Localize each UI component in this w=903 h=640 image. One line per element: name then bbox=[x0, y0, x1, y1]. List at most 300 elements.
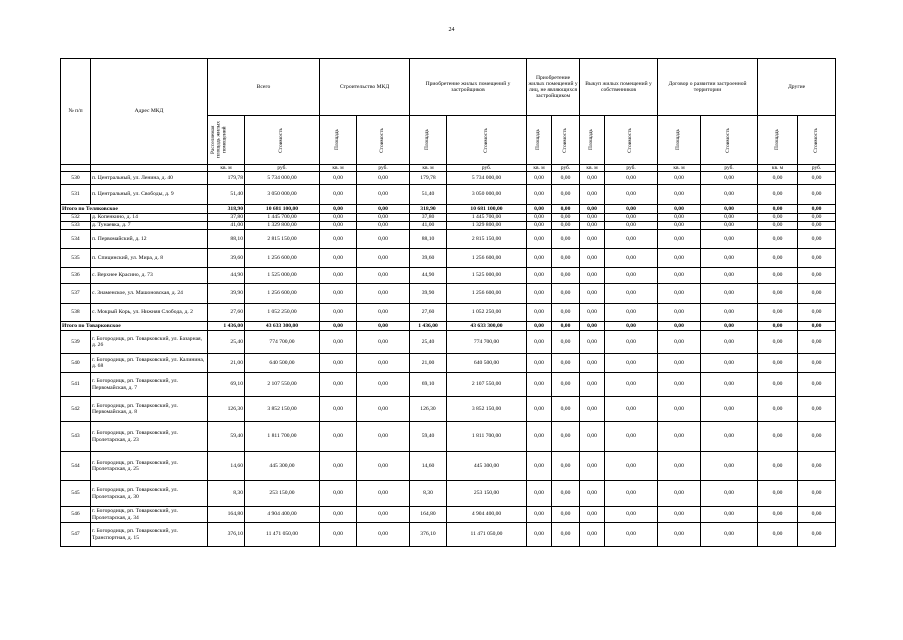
header-sub-cost: Стоимость bbox=[725, 127, 732, 153]
row-address: г. Богородицк, рп. Товарковский, ул. Пролетарская, д. 34 bbox=[91, 507, 208, 523]
cell-cost: 43 633 300,00 bbox=[245, 322, 320, 331]
cell-area: 88,10 bbox=[410, 230, 447, 249]
cell-area: 0,00 bbox=[320, 422, 357, 452]
cell-area: 0,00 bbox=[658, 249, 701, 268]
cell-cost: 0,00 bbox=[357, 322, 410, 331]
row-address: с. Мокрый Корь, ул. Нижняя Слобода, д. 2 bbox=[91, 304, 208, 322]
cell-cost: 0,00 bbox=[357, 481, 410, 507]
row-number: 544 bbox=[61, 452, 91, 481]
cell-area: 0,00 bbox=[527, 507, 552, 523]
cell-cost: 5 734 000,00 bbox=[447, 172, 527, 185]
cell-cost: 0,00 bbox=[701, 322, 758, 331]
table-row bbox=[61, 331, 836, 354]
cell-area: 39,60 bbox=[410, 249, 447, 268]
cell-cost: 0,00 bbox=[701, 249, 758, 268]
cell-area: 0,00 bbox=[758, 185, 798, 205]
cell-area: 0,00 bbox=[527, 214, 552, 222]
cell-cost: 640 500,00 bbox=[245, 354, 320, 373]
cell-area: 0,00 bbox=[527, 230, 552, 249]
cell-cost: 0,00 bbox=[798, 322, 836, 331]
unit-area: кв. м bbox=[410, 165, 447, 172]
cell-cost: 0,00 bbox=[552, 172, 580, 185]
cell-area: 318,90 bbox=[410, 205, 447, 214]
row-number: 545 bbox=[61, 481, 91, 507]
cell-cost: 253 150,00 bbox=[447, 481, 527, 507]
cell-cost: 0,00 bbox=[701, 304, 758, 322]
cell-cost: 0,00 bbox=[552, 452, 580, 481]
header-sub-area: Площадь bbox=[588, 129, 595, 151]
cell-area: 88,10 bbox=[208, 230, 245, 249]
cell-area: 0,00 bbox=[320, 268, 357, 284]
cell-area: 0,00 bbox=[758, 331, 798, 354]
unit-cost: руб. bbox=[701, 165, 758, 172]
cell-area: 39,60 bbox=[208, 249, 245, 268]
cell-cost: 0,00 bbox=[701, 172, 758, 185]
cell-area: 0,00 bbox=[527, 422, 552, 452]
row-number: 547 bbox=[61, 523, 91, 547]
cell-area: 0,00 bbox=[580, 507, 605, 523]
row-address: г. Богородицк, рп. Товарковский, ул. Первомайская, д. 7 bbox=[91, 373, 208, 397]
cell-cost: 0,00 bbox=[552, 331, 580, 354]
cell-area: 8,30 bbox=[208, 481, 245, 507]
unit-area: кв. м bbox=[320, 165, 357, 172]
cell-area: 0,00 bbox=[580, 304, 605, 322]
cell-cost: 0,00 bbox=[605, 354, 658, 373]
header-sub-cost: Стоимость bbox=[627, 127, 634, 153]
cell-cost: 0,00 bbox=[357, 268, 410, 284]
cell-area: 0,00 bbox=[320, 397, 357, 422]
cell-area: 0,00 bbox=[580, 322, 605, 331]
cell-cost: 0,00 bbox=[798, 331, 836, 354]
cell-cost: 1 811 700,00 bbox=[447, 422, 527, 452]
row-address: с. Верхнее Красино, д. 73 bbox=[91, 268, 208, 284]
cell-area: 0,00 bbox=[320, 523, 357, 547]
cell-cost: 10 681 100,00 bbox=[245, 205, 320, 214]
cell-area: 0,00 bbox=[658, 481, 701, 507]
cell-area: 376,10 bbox=[208, 523, 245, 547]
cell-area: 0,00 bbox=[320, 354, 357, 373]
cell-cost: 0,00 bbox=[552, 284, 580, 304]
cell-cost: 0,00 bbox=[798, 284, 836, 304]
cell-cost: 0,00 bbox=[357, 523, 410, 547]
cell-cost: 0,00 bbox=[798, 507, 836, 523]
row-address: с. Знаменское, ул. Машоновская, д. 24 bbox=[91, 284, 208, 304]
cell-cost: 0,00 bbox=[798, 373, 836, 397]
cell-cost: 0,00 bbox=[357, 185, 410, 205]
cell-cost: 445 300,00 bbox=[245, 452, 320, 481]
cell-cost: 0,00 bbox=[552, 185, 580, 205]
cell-cost: 0,00 bbox=[798, 249, 836, 268]
table-row bbox=[61, 268, 836, 284]
cell-cost: 0,00 bbox=[701, 507, 758, 523]
cell-area: 0,00 bbox=[758, 268, 798, 284]
cell-cost: 0,00 bbox=[357, 331, 410, 354]
cell-area: 51,40 bbox=[410, 185, 447, 205]
cell-cost: 0,00 bbox=[357, 304, 410, 322]
cell-area: 0,00 bbox=[658, 304, 701, 322]
cell-area: 0,00 bbox=[527, 354, 552, 373]
cell-area: 39,90 bbox=[208, 284, 245, 304]
unit-area: кв. м bbox=[580, 165, 605, 172]
unit-area: кв. м bbox=[208, 165, 245, 172]
unit-cost: руб. bbox=[357, 165, 410, 172]
unit-area: кв. м bbox=[658, 165, 701, 172]
header-group-developers: Приобретение жилых помещений у застройщиков bbox=[410, 59, 527, 116]
cell-area: 0,00 bbox=[527, 172, 552, 185]
header-sub-first-area: Расселяемая площадь жилых помещений bbox=[210, 121, 228, 159]
cell-cost: 0,00 bbox=[798, 230, 836, 249]
cell-area: 0,00 bbox=[527, 322, 552, 331]
cell-cost: 0,00 bbox=[798, 354, 836, 373]
cell-area: 41,00 bbox=[208, 222, 245, 230]
header-sub-cost: Стоимость bbox=[379, 127, 386, 153]
cell-area: 0,00 bbox=[658, 205, 701, 214]
table-row bbox=[61, 397, 836, 422]
cell-cost: 1 052 250,00 bbox=[447, 304, 527, 322]
table-row bbox=[61, 230, 836, 249]
cell-area: 37,80 bbox=[208, 214, 245, 222]
cell-area: 37,80 bbox=[410, 214, 447, 222]
cell-cost: 3 852 150,00 bbox=[245, 397, 320, 422]
cell-area: 0,00 bbox=[658, 452, 701, 481]
cell-cost: 0,00 bbox=[605, 304, 658, 322]
cell-cost: 0,00 bbox=[605, 172, 658, 185]
cell-cost: 0,00 bbox=[357, 214, 410, 222]
cell-cost: 445 300,00 bbox=[447, 452, 527, 481]
cell-cost: 10 681 100,00 bbox=[447, 205, 527, 214]
units-blank bbox=[61, 165, 91, 172]
cell-area: 0,00 bbox=[320, 284, 357, 304]
cell-area: 0,00 bbox=[580, 268, 605, 284]
cell-cost: 0,00 bbox=[798, 422, 836, 452]
cell-area: 0,00 bbox=[580, 172, 605, 185]
cell-area: 0,00 bbox=[320, 452, 357, 481]
cell-cost: 0,00 bbox=[701, 284, 758, 304]
row-number: 537 bbox=[61, 284, 91, 304]
cell-cost: 2 815 150,00 bbox=[447, 230, 527, 249]
cell-area: 0,00 bbox=[580, 185, 605, 205]
cell-cost: 0,00 bbox=[798, 185, 836, 205]
cell-area: 0,00 bbox=[758, 249, 798, 268]
cell-area: 0,00 bbox=[527, 373, 552, 397]
row-number: 534 bbox=[61, 230, 91, 249]
cell-cost: 0,00 bbox=[701, 214, 758, 222]
cell-area: 0,00 bbox=[527, 284, 552, 304]
cell-cost: 0,00 bbox=[605, 523, 658, 547]
row-address: г. Богородицк, рп. Товарковский, ул. Базарная, д. 26 bbox=[91, 331, 208, 354]
cell-area: 0,00 bbox=[658, 172, 701, 185]
cell-area: 0,00 bbox=[658, 331, 701, 354]
table-row bbox=[61, 452, 836, 481]
cell-area: 0,00 bbox=[320, 214, 357, 222]
cell-area: 0,00 bbox=[527, 268, 552, 284]
cell-area: 0,00 bbox=[320, 205, 357, 214]
cell-cost: 0,00 bbox=[798, 481, 836, 507]
cell-cost: 0,00 bbox=[701, 268, 758, 284]
cell-area: 0,00 bbox=[527, 249, 552, 268]
row-address: г. Богородицк, рп. Товарковский, ул. Пролетарская, д. 23 bbox=[91, 422, 208, 452]
cell-cost: 0,00 bbox=[552, 507, 580, 523]
cell-area: 126,30 bbox=[410, 397, 447, 422]
row-address: г. Богородицк, рп. Товарковский, ул. Транспортная, д. 15 bbox=[91, 523, 208, 547]
cell-cost: 0,00 bbox=[552, 268, 580, 284]
cell-cost: 0,00 bbox=[552, 373, 580, 397]
header-group-total: Всего bbox=[208, 59, 320, 116]
cell-area: 0,00 bbox=[758, 422, 798, 452]
cell-cost: 0,00 bbox=[605, 322, 658, 331]
row-address: п. Центральный, ул. Ленина, д. 40 bbox=[91, 172, 208, 185]
cell-area: 0,00 bbox=[658, 268, 701, 284]
cell-area: 0,00 bbox=[758, 507, 798, 523]
cell-cost: 11 471 050,00 bbox=[447, 523, 527, 547]
cell-area: 0,00 bbox=[527, 304, 552, 322]
cell-cost: 11 471 050,00 bbox=[245, 523, 320, 547]
table-row bbox=[61, 354, 836, 373]
cell-cost: 774 700,00 bbox=[447, 331, 527, 354]
cell-area: 0,00 bbox=[580, 205, 605, 214]
cell-cost: 0,00 bbox=[552, 304, 580, 322]
cell-area: 0,00 bbox=[580, 523, 605, 547]
table-row bbox=[61, 481, 836, 507]
cell-area: 0,00 bbox=[758, 373, 798, 397]
cell-area: 0,00 bbox=[580, 452, 605, 481]
cell-area: 0,00 bbox=[758, 304, 798, 322]
cell-area: 376,10 bbox=[410, 523, 447, 547]
cell-area: 69,10 bbox=[410, 373, 447, 397]
cell-area: 0,00 bbox=[320, 249, 357, 268]
row-number: 533 bbox=[61, 222, 91, 230]
cell-area: 41,00 bbox=[410, 222, 447, 230]
cell-cost: 1 256 600,00 bbox=[447, 284, 527, 304]
cell-cost: 2 107 550,00 bbox=[245, 373, 320, 397]
cell-cost: 0,00 bbox=[357, 249, 410, 268]
cell-cost: 1 329 800,00 bbox=[447, 222, 527, 230]
cell-cost: 253 150,00 bbox=[245, 481, 320, 507]
cell-area: 0,00 bbox=[658, 523, 701, 547]
cell-cost: 0,00 bbox=[357, 422, 410, 452]
cell-cost: 0,00 bbox=[798, 523, 836, 547]
cell-area: 0,00 bbox=[320, 230, 357, 249]
unit-area: кв. м bbox=[527, 165, 552, 172]
header-sub-area: Площадь bbox=[334, 129, 341, 151]
cell-cost: 0,00 bbox=[605, 397, 658, 422]
cell-area: 27,60 bbox=[208, 304, 245, 322]
cell-area: 0,00 bbox=[580, 214, 605, 222]
cell-cost: 0,00 bbox=[605, 268, 658, 284]
cell-area: 59,40 bbox=[208, 422, 245, 452]
cell-cost: 0,00 bbox=[552, 205, 580, 214]
header-sub-cost: Стоимость bbox=[482, 127, 489, 153]
cell-cost: 0,00 bbox=[357, 507, 410, 523]
cell-cost: 0,00 bbox=[701, 205, 758, 214]
table-row bbox=[61, 214, 836, 222]
cell-cost: 43 633 300,00 bbox=[447, 322, 527, 331]
cell-area: 0,00 bbox=[758, 205, 798, 214]
cell-cost: 0,00 bbox=[552, 249, 580, 268]
header-sub-area: Площадь bbox=[675, 129, 682, 151]
cell-area: 0,00 bbox=[527, 185, 552, 205]
cell-area: 0,00 bbox=[758, 222, 798, 230]
cell-cost: 0,00 bbox=[357, 354, 410, 373]
cell-cost: 4 904 400,00 bbox=[447, 507, 527, 523]
cell-cost: 1 256 600,00 bbox=[245, 284, 320, 304]
subtotal-row bbox=[61, 322, 836, 331]
cell-area: 27,60 bbox=[410, 304, 447, 322]
cell-area: 25,40 bbox=[410, 331, 447, 354]
cell-cost: 5 734 000,00 bbox=[245, 172, 320, 185]
cell-area: 0,00 bbox=[580, 373, 605, 397]
header-sub-area: Площадь bbox=[424, 129, 431, 151]
cell-area: 0,00 bbox=[527, 481, 552, 507]
cell-cost: 3 050 000,00 bbox=[447, 185, 527, 205]
cell-cost: 0,00 bbox=[357, 205, 410, 214]
cell-cost: 640 500,00 bbox=[447, 354, 527, 373]
cell-cost: 3 852 150,00 bbox=[447, 397, 527, 422]
cell-area: 14,60 bbox=[208, 452, 245, 481]
cell-cost: 0,00 bbox=[798, 268, 836, 284]
cell-cost: 1 445 700,00 bbox=[447, 214, 527, 222]
cell-cost: 3 050 000,00 bbox=[245, 185, 320, 205]
table-row bbox=[61, 172, 836, 185]
cell-cost: 0,00 bbox=[552, 222, 580, 230]
cell-cost: 1 329 800,00 bbox=[245, 222, 320, 230]
row-address: г. Богородицк, рп. Товарковский, ул. Первомайская, д. 8 bbox=[91, 397, 208, 422]
row-number: 538 bbox=[61, 304, 91, 322]
header-sub-area: Площадь bbox=[773, 129, 780, 151]
cell-cost: 0,00 bbox=[552, 397, 580, 422]
cell-area: 21,00 bbox=[410, 354, 447, 373]
cell-cost: 2 815 150,00 bbox=[245, 230, 320, 249]
cell-area: 0,00 bbox=[580, 230, 605, 249]
cell-cost: 0,00 bbox=[798, 452, 836, 481]
cell-cost: 0,00 bbox=[552, 214, 580, 222]
cell-cost: 0,00 bbox=[701, 331, 758, 354]
cell-area: 164,80 bbox=[208, 507, 245, 523]
unit-cost: руб. bbox=[605, 165, 658, 172]
cell-cost: 0,00 bbox=[605, 249, 658, 268]
cell-area: 0,00 bbox=[527, 205, 552, 214]
cell-area: 0,00 bbox=[758, 397, 798, 422]
cell-area: 0,00 bbox=[658, 507, 701, 523]
cell-cost: 0,00 bbox=[605, 284, 658, 304]
cell-area: 0,00 bbox=[580, 331, 605, 354]
table-row bbox=[61, 422, 836, 452]
cell-area: 0,00 bbox=[580, 284, 605, 304]
table-row bbox=[61, 373, 836, 397]
cell-cost: 0,00 bbox=[552, 322, 580, 331]
cell-cost: 1 256 600,00 bbox=[447, 249, 527, 268]
table-row bbox=[61, 185, 836, 205]
cell-cost: 0,00 bbox=[798, 172, 836, 185]
cell-cost: 0,00 bbox=[605, 481, 658, 507]
cell-area: 0,00 bbox=[580, 397, 605, 422]
cell-area: 0,00 bbox=[580, 481, 605, 507]
cell-area: 69,10 bbox=[208, 373, 245, 397]
row-address: п. Первомайский, д. 12 bbox=[91, 230, 208, 249]
cell-area: 0,00 bbox=[527, 331, 552, 354]
table-row bbox=[61, 507, 836, 523]
table-row bbox=[61, 523, 836, 547]
cell-cost: 0,00 bbox=[605, 230, 658, 249]
cell-area: 0,00 bbox=[758, 354, 798, 373]
cell-area: 44,90 bbox=[410, 268, 447, 284]
cell-cost: 2 107 550,00 bbox=[447, 373, 527, 397]
cell-area: 0,00 bbox=[527, 452, 552, 481]
cell-area: 0,00 bbox=[658, 222, 701, 230]
row-address: д. Копенкино, д. 14 bbox=[91, 214, 208, 222]
cell-cost: 0,00 bbox=[357, 373, 410, 397]
cell-area: 1 436,00 bbox=[410, 322, 447, 331]
cell-area: 0,00 bbox=[527, 222, 552, 230]
header-group-development-agreement: Договор о развитии застроенной территории bbox=[658, 59, 758, 116]
cell-cost: 0,00 bbox=[605, 214, 658, 222]
row-number: 539 bbox=[61, 331, 91, 354]
cell-cost: 1 811 700,00 bbox=[245, 422, 320, 452]
cell-cost: 1 052 250,00 bbox=[245, 304, 320, 322]
cell-area: 0,00 bbox=[320, 172, 357, 185]
row-number: 540 bbox=[61, 354, 91, 373]
cell-cost: 774 700,00 bbox=[245, 331, 320, 354]
cell-area: 0,00 bbox=[658, 284, 701, 304]
cell-cost: 0,00 bbox=[798, 397, 836, 422]
cell-area: 0,00 bbox=[320, 304, 357, 322]
cell-area: 0,00 bbox=[658, 214, 701, 222]
row-number: 542 bbox=[61, 397, 91, 422]
table-row bbox=[61, 304, 836, 322]
cell-cost: 1 256 600,00 bbox=[245, 249, 320, 268]
row-number: 535 bbox=[61, 249, 91, 268]
cell-cost: 0,00 bbox=[701, 354, 758, 373]
cell-area: 0,00 bbox=[320, 507, 357, 523]
cell-area: 0,00 bbox=[758, 214, 798, 222]
cell-cost: 0,00 bbox=[357, 222, 410, 230]
cell-cost: 0,00 bbox=[701, 397, 758, 422]
cell-area: 51,40 bbox=[208, 185, 245, 205]
cell-cost: 0,00 bbox=[552, 523, 580, 547]
cell-cost: 0,00 bbox=[357, 397, 410, 422]
cell-cost: 0,00 bbox=[701, 523, 758, 547]
cell-area: 0,00 bbox=[758, 523, 798, 547]
cell-area: 0,00 bbox=[320, 373, 357, 397]
header-sub-cost: Стоимость bbox=[561, 127, 568, 153]
cell-area: 0,00 bbox=[758, 452, 798, 481]
cell-cost: 0,00 bbox=[605, 422, 658, 452]
header-sub-area: Площадь bbox=[535, 129, 542, 151]
row-number: 530 bbox=[61, 172, 91, 185]
cell-area: 0,00 bbox=[758, 172, 798, 185]
subtotal-label: Итого по Теляковское bbox=[61, 205, 208, 214]
cell-area: 0,00 bbox=[580, 354, 605, 373]
header-num: № п/п bbox=[61, 59, 91, 165]
housing-table bbox=[60, 58, 836, 547]
row-number: 546 bbox=[61, 507, 91, 523]
cell-area: 0,00 bbox=[758, 230, 798, 249]
cell-cost: 0,00 bbox=[605, 222, 658, 230]
cell-cost: 0,00 bbox=[605, 507, 658, 523]
header-sub-cost: Стоимость bbox=[278, 127, 285, 153]
cell-cost: 0,00 bbox=[701, 422, 758, 452]
cell-area: 179,78 bbox=[208, 172, 245, 185]
cell-cost: 0,00 bbox=[605, 373, 658, 397]
cell-area: 8,30 bbox=[410, 481, 447, 507]
cell-cost: 0,00 bbox=[357, 284, 410, 304]
cell-area: 14,60 bbox=[410, 452, 447, 481]
cell-area: 21,00 bbox=[208, 354, 245, 373]
table-row bbox=[61, 222, 836, 230]
table-body bbox=[61, 172, 836, 547]
cell-cost: 0,00 bbox=[605, 452, 658, 481]
unit-cost: руб. bbox=[798, 165, 836, 172]
